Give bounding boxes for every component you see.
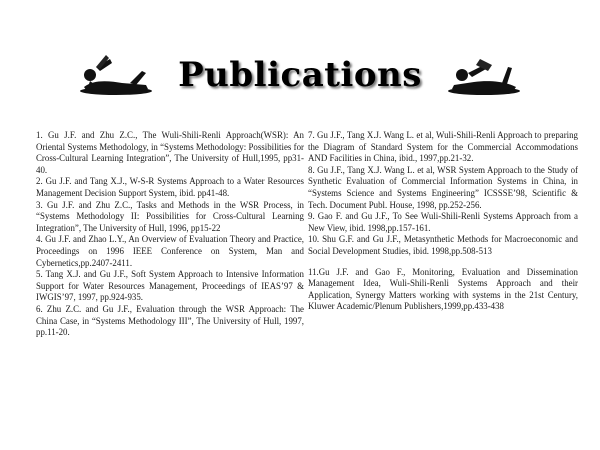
reference-item: 11.Gu J.F. and Gao F., Monitoring, Evaluation and Dissemination Management Idea, Wuli-Shili-Renli Systems Approach and their Application, Synergy Matters working with systems in the 21st Century, Kluwer Academic/Plenum Publishers,1999,pp.433-438 [308,266,578,312]
reference-item: 1. Gu J.F. and Zhu Z.C., The Wuli-Shili-Renli Approach(WSR): An Oriental Systems Methodology, in “Systems Methodology: Possibilities for Cross-Cultural Learning Integration”, The University of Hull,1995, pp31-40. [36,130,304,175]
reference-item: 2. Gu J.F. and Tang X.J., W-S-R Systems Approach to a Water Resources Management Decision Support System, ibid. pp41-48. [36,176,304,198]
reference-item: 10. Shu G.F. and Gu J.F., Metasynthetic Methods for Macroeconomic and Social Development Studies, ibid. 1998,pp.508-513 [308,234,578,256]
page-title: Publications [178,55,422,95]
reclining-reader-icon [444,53,524,97]
publications-column-right [308,130,578,313]
header [0,40,600,110]
reference-item: 5. Tang X.J. and Gu J.F., Soft System Approach to Intensive Information Support for Water Resources Management, Proceedings of IEAS’97 & IWGIS’97, 1997, pp.924-935. [36,269,304,303]
publications-column-left [36,130,304,339]
reclining-reader-icon [76,53,156,97]
reference-item: 7. Gu J.F., Tang X.J. Wang L. et al, Wuli-Shili-Renli Approach to preparing the Diagram of Standard System for the Commercial Accommodations AND Facilities in China, ibid., 1997,pp.21-32. [308,130,578,164]
reference-item: 4. Gu J.F. and Zhao L.Y., An Overview of Evaluation Theory and Practice, Proceedings on 1996 IEEE Conference on System, Man and Cybernetics,pp.2407-2411. [36,234,304,268]
reference-item: 8. Gu J.F., Tang X.J. Wang L. et al, WSR System Approach to the Study of Synthetic Evaluation of Commercial Information Systems in China, in “Systems Science and Systems Engineering” ICSSSE’98, Scientific & Tech. Document Publ. House, 1998, pp.252-256. [308,164,578,210]
reference-item: 9. Gao F. and Gu J.F., To See Wuli-Shili-Renli Systems Approach from a New View, ibid. 1998,pp.157-161. [308,211,578,233]
reference-item: 6. Zhu Z.C. and Gu J.F., Evaluation through the WSR Approach: The China Case, in “Systems Methodology III”, The University of Hull, 1997, pp.11-20. [36,303,304,338]
reference-item: 3. Gu J.F. and Zhu Z.C., Tasks and Methods in the WSR Process, in “Systems Methodology II: Possibilities for Cross-Cultural Learning Integration”, The University of Hull, 1996, pp15-22 [36,199,304,233]
